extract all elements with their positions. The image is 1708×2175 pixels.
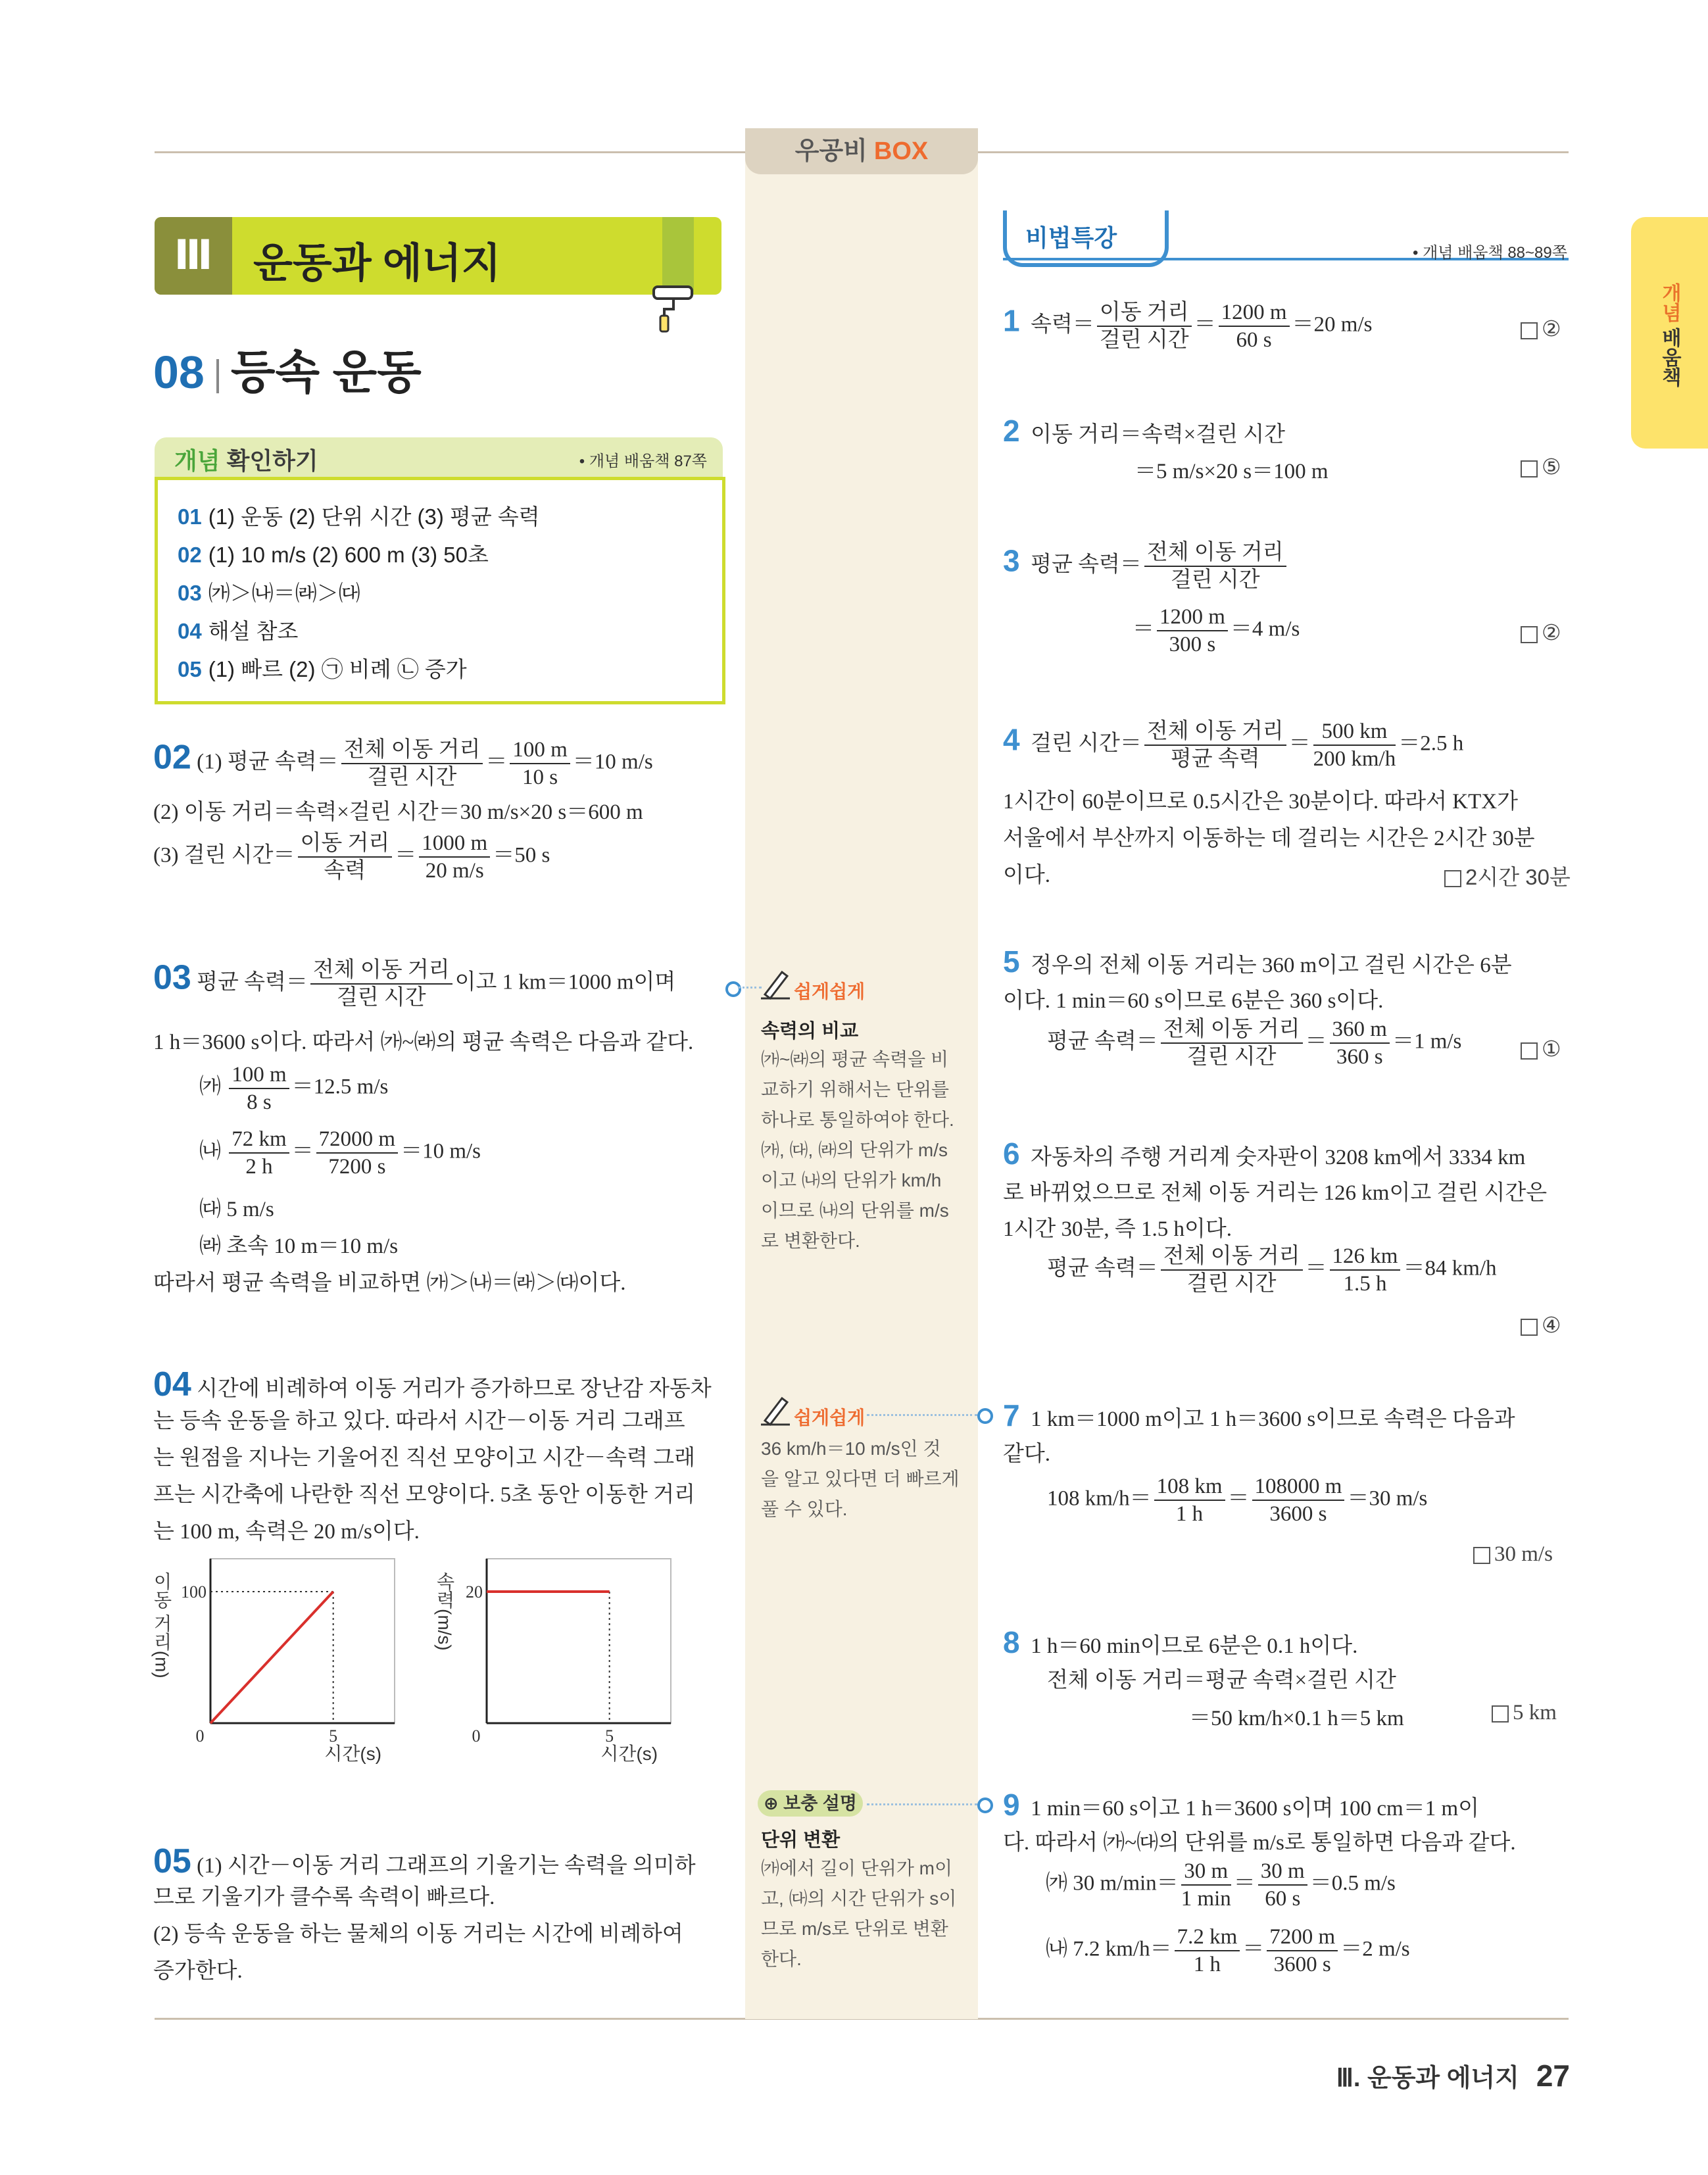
pencil-icon — [760, 968, 790, 1000]
note-quick-convert: 36 km/h＝10 m/s인 것 을 알고 있다면 더 빠르게 풀 수 있다. — [761, 1438, 960, 1519]
concept-check-box — [155, 477, 725, 704]
link-dot-icon — [977, 1408, 993, 1424]
r9-line1: 9 1 min＝60 s이고 1 h＝3600 s이며 100 cm＝1 m이 — [1003, 1788, 1479, 1822]
x-axis-label: 시간(s) — [600, 1744, 658, 1764]
x-tick-label: 0 — [195, 1726, 205, 1746]
q03-line2: 1 h＝3600 s이다. 따라서 ㈎~㈑의 평균 속력은 다음과 같다. — [153, 1031, 694, 1054]
x-axis-label: 시간(s) — [324, 1744, 382, 1764]
note-unit-convert: ㈎에서 길이 단위가 m이 고, ㈐의 시간 단위가 s이 므로 m/s로 단위로 변환 한다. — [761, 1858, 957, 1969]
special-lecture-ref: • 개념 배움책 88~89쪽 — [1413, 244, 1567, 262]
y-axis-label: 속력(m/s) — [434, 1572, 455, 1651]
chapter-banner — [155, 217, 721, 295]
r5-answer: ① — [1521, 1036, 1561, 1062]
q03-gb: ㈏ $\frac{72 km}{2 h}$ ＝ $\frac{72000 m}{7200 s}$ ＝10 m/s — [199, 1127, 481, 1179]
r5-line1: 5 정우의 전체 이동 거리는 360 m이고 걸린 시간은 6분 — [1003, 944, 1512, 979]
side-tab[interactable]: 개념 배움책 — [1631, 217, 1708, 449]
r2-line1: 2 이동 거리＝속력×걸린 시간 — [1003, 414, 1285, 448]
q05-line1: 05 (1) 시간－이동 거리 그래프의 기울기는 속력을 의미하 — [153, 1842, 696, 1880]
r4-line1: 4 걸린 시간＝ $\frac{\text{전체 이동 거리}}{\text{평균 속력}}$ ＝ $\frac{500 km}{200 km/h}$ ＝2.5 h — [1003, 720, 1464, 771]
r8-answer: 5 km — [1492, 1701, 1557, 1725]
y-tick-label: 100 — [181, 1582, 207, 1601]
r1-line: 1 속력＝ $\frac{\text{이동 거리}}{\text{걸린 시간}}$ ＝ $\frac{1200 m}{60 s}$ ＝20 m/s — [1003, 301, 1373, 352]
concept-answer-02: 02 (1) 10 m/s (2) 600 m (3) 50초 — [178, 543, 489, 567]
r2-answer: ⑤ — [1521, 454, 1561, 480]
distance-time-graph — [151, 1552, 414, 1769]
r7-answer: 30 m/s — [1473, 1542, 1553, 1567]
q05-line2: 므로 기울기가 클수록 속력이 빠르다. — [153, 1886, 495, 1909]
r8-line2: 전체 이동 거리＝평균 속력×걸린 시간 — [1047, 1669, 1396, 1692]
plot-frame — [487, 1559, 671, 1723]
concept-answer-05: 05 (1) 빠르 (2) ㉠ 비례 ㉡ 증가 — [178, 657, 467, 681]
q02-line1: 02 (1) 평균 속력＝ $\frac{\text{전체 이동 거리}}{\text{걸린 시간}}$ ＝ $\frac{100 m}{10 s}$ ＝10 m/s — [153, 738, 653, 789]
r9-line2: 다. 따라서 ㈎~㈐의 단위를 m/s로 통일하면 다음과 같다. — [1003, 1831, 1516, 1855]
paint-roller-icon — [651, 283, 697, 333]
q04-line4: 프는 시간축에 나란한 직선 모양이다. 5초 동안 이동한 거리 — [153, 1483, 695, 1507]
q05-line4: 증가한다. — [153, 1959, 243, 1983]
link-line — [867, 1414, 977, 1416]
note-easy-tag: 쉽게쉽게 — [794, 981, 866, 1002]
y-axis-label: 이동 거리(m) — [151, 1572, 172, 1678]
r6-answer: ④ — [1521, 1312, 1561, 1338]
r7-line2: 같다. — [1003, 1442, 1051, 1466]
q04-line5: 는 100 m, 속력은 20 m/s이다. — [153, 1520, 420, 1544]
q04-line3: 는 원점을 지나는 기울어진 직선 모양이고 시간－속력 그래 — [153, 1446, 695, 1470]
r7-line1: 7 1 km＝1000 m이고 1 h＝3600 s이므로 속력은 다음과 — [1003, 1398, 1515, 1432]
link-dot-icon — [725, 981, 741, 997]
concept-answer-03: 03 ㈎＞㈏＝㈑＞㈐ — [178, 581, 360, 605]
page-number: 27 — [1536, 2059, 1570, 2093]
q05-line3: (2) 등속 운동을 하는 물체의 이동 거리는 시간에 비례하여 — [153, 1922, 683, 1946]
speed-time-graph — [434, 1552, 710, 1769]
box-tab: 우공비 BOX — [745, 128, 978, 174]
note-head-speed-compare: 속력의 비교 — [761, 1021, 859, 1042]
r5-line2: 이다. 1 min＝60 s이므로 6분은 360 s이다. — [1003, 989, 1384, 1013]
note-easy-tag-2: 쉽게쉽게 — [794, 1407, 866, 1428]
r4-line3: 서울에서 부산까지 이동하는 데 걸리는 시간은 2시간 30분 — [1003, 827, 1535, 850]
link-dot-icon — [977, 1797, 993, 1813]
pencil-icon — [760, 1394, 790, 1426]
q03-conclusion: 따라서 평균 속력을 비교하면 ㈎＞㈏＝㈑＞㈐이다. — [153, 1271, 626, 1295]
concept-check-header: 개념 확인하기 • 개념 배움책 87쪽 — [155, 437, 723, 477]
x-tick-label: 0 — [472, 1726, 481, 1746]
r2-line2: ＝5 m/s×20 s＝100 m — [1135, 460, 1329, 483]
r4-line2: 1시간이 60분이므로 0.5시간은 30분이다. 따라서 KTX가 — [1003, 790, 1518, 814]
q04-line2: 는 등속 운동을 하고 있다. 따라서 시간－이동 거리 그래프 — [153, 1409, 685, 1433]
q02-line3: (3) 걸린 시간＝ $\frac{\text{이동 거리}}{\text{속력}}$ ＝ $\frac{1000 m}{20 m/s}$ ＝50 s — [153, 831, 550, 883]
concept-answer-04: 04 해설 참조 — [178, 619, 299, 643]
x-tick-label: 5 — [605, 1726, 614, 1746]
q04-line1: 04 시간에 비례하여 이동 거리가 증가하므로 장난감 자동차 — [153, 1365, 712, 1404]
r6-line3: 1시간 30분, 즉 1.5 h이다. — [1003, 1217, 1232, 1241]
r9-ga: ㈎ 30 m/min＝ $\frac{30 m}{1 \min}$ ＝ $\frac{30 m}{60 s}$ ＝0.5 m/s — [1046, 1859, 1396, 1911]
note-extra-tag: ⊕ 보충 설명 — [758, 1790, 863, 1817]
chapter-number: Ⅲ — [155, 217, 232, 295]
note-speed-compare: ㈎~㈑의 평균 속력을 비 교하기 위해서는 단위를 하나로 통일하여야 한다. ㈎, ㈐, ㈑의 단위가 m/s 이고 ㈏의 단위가 km/h 이므로 ㈏의 단위를 m/s 로 변환한다. — [761, 1049, 954, 1251]
y-tick-label: 20 — [466, 1582, 483, 1601]
q03-gd: ㈑ 초속 10 m＝10 m/s — [199, 1234, 399, 1258]
r7-line3: 108 km/h＝ $\frac{108 km}{1 h}$ ＝ $\frac{108000 m}{3600 s}$ ＝30 m/s — [1047, 1475, 1428, 1526]
plot-frame — [210, 1559, 395, 1723]
x-tick-label: 5 — [329, 1726, 338, 1746]
chapter-title: 운동과 에너지 — [253, 241, 501, 286]
r3-answer: ② — [1521, 620, 1561, 646]
r6-line2: 로 바뀌었으므로 전체 이동 거리는 126 km이고 걸린 시간은 — [1003, 1181, 1548, 1205]
link-line — [738, 987, 762, 989]
data-line — [210, 1592, 333, 1723]
q03-line1: 03 평균 속력＝ $\frac{\text{전체 이동 거리}}{\text{걸린 시간}}$ 이고 1 km＝1000 m이며 — [153, 958, 676, 1010]
q02-line2: (2) 이동 거리＝속력×걸린 시간＝30 m/s×20 s＝600 m — [153, 800, 643, 824]
r6-line1: 6 자동차의 주행 거리계 숫자판이 3208 km에서 3334 km — [1003, 1136, 1526, 1171]
concept-answer-01: 01 (1) 운동 (2) 단위 시간 (3) 평균 속력 — [178, 504, 540, 529]
lesson-title: 08 등속 운동 — [153, 347, 422, 398]
concept-check-ref: • 개념 배움책 87쪽 — [579, 452, 707, 470]
r8-line3: ＝50 km/h×0.1 h＝5 km — [1189, 1707, 1404, 1730]
r6-line4: 평균 속력＝ $\frac{\text{전체 이동 거리}}{\text{걸린 시간}}$ ＝ $\frac{126 km}{1.5 h}$ ＝84 km/h — [1047, 1244, 1497, 1296]
page-footer: Ⅲ. 운동과 에너지 27 — [1336, 2059, 1570, 2093]
r9-gb: ㈏ 7.2 km/h＝ $\frac{7.2 km}{1 h}$ ＝ $\frac{7200 m}{3600 s}$ ＝2 m/s — [1046, 1925, 1410, 1976]
r3-line2: ＝ $\frac{1200 m}{300 s}$ ＝4 m/s — [1133, 605, 1300, 656]
r1-answer: ② — [1521, 316, 1561, 342]
note-head-unit-convert: 단위 변환 — [761, 1830, 841, 1851]
special-lecture-logo: 비법특강 — [1003, 210, 1169, 267]
q03-gc: ㈐ 5 m/s — [199, 1198, 274, 1221]
r4-line4: 이다. — [1003, 864, 1051, 887]
r8-line1: 8 1 h＝60 min이므로 6분은 0.1 h이다. — [1003, 1625, 1358, 1659]
link-line — [867, 1803, 977, 1805]
q03-ga: ㈎ $\frac{100 m}{8 s}$ ＝12.5 m/s — [199, 1063, 389, 1114]
r3-line1: 3 평균 속력＝ $\frac{\text{전체 이동 거리}}{\text{걸린 시간}}$ — [1003, 539, 1289, 593]
r5-line3: 평균 속력＝ $\frac{\text{전체 이동 거리}}{\text{걸린 시간}}$ ＝ $\frac{360 m}{360 s}$ ＝1 m/s — [1047, 1017, 1462, 1069]
r4-answer: 2시간 30분 — [1444, 860, 1571, 891]
